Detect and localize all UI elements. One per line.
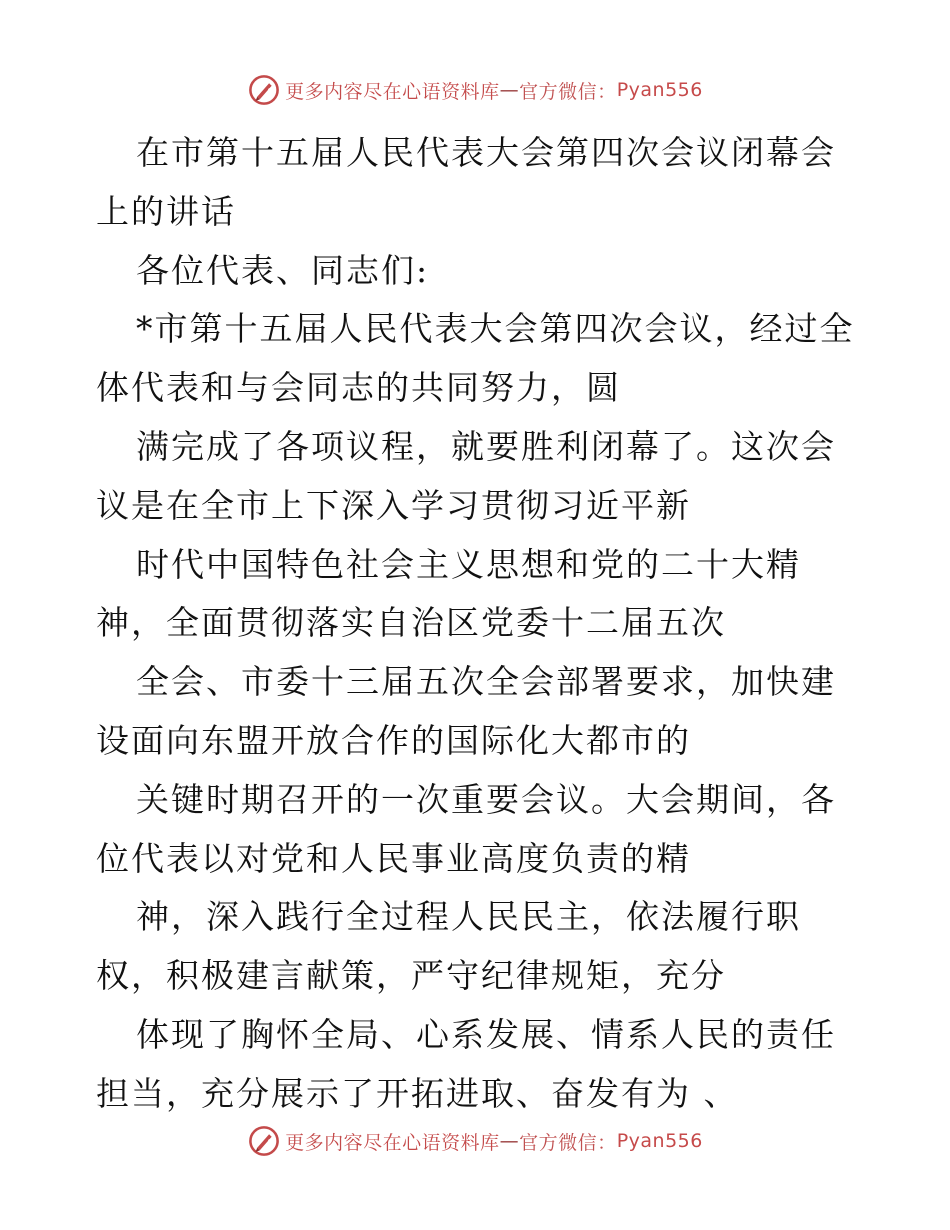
body-paragraph: 时代中国特色社会主义思想和党的二十大精神，全面贯彻落实自治区党委十二届五次 — [96, 544, 801, 643]
document-body — [96, 124, 856, 1124]
document-title: 在市第十五届人民代表大会第四次会议闭幕会上的讲话 — [96, 133, 836, 231]
watermark-brand: 更多内容尽在心语资料库 — [285, 1131, 500, 1154]
footer-watermark — [0, 1119, 950, 1163]
pen-circle-logo-icon — [247, 1124, 281, 1158]
watermark-separator: — — [499, 79, 520, 101]
watermark-separator: — — [499, 1130, 520, 1152]
pen-circle-logo-icon — [247, 73, 281, 107]
body-paragraph: 满完成了各项议程，就要胜利闭幕了。这次会议是在全市上下深入学习贯彻习近平新 — [96, 426, 836, 525]
body-paragraph: 全会、市委十三届五次全会部署要求，加快建设面向东盟开放合作的国际化大都市的 — [96, 662, 836, 760]
watermark-brand: 更多内容尽在心语资料库 — [285, 80, 500, 103]
header-watermark — [0, 68, 950, 112]
body-paragraph: 体现了胸怀全局、心系发展、情系人民的责任担当，充分展示了开拓进取、奋发有为 、 — [96, 1014, 836, 1113]
salutation: 各位代表、同志们: — [136, 250, 430, 290]
body-paragraph: 关键时期召开的一次重要会议。大会期间，各位代表以对党和人民事业高度负责的精 — [96, 779, 836, 878]
watermark-contact-label: 官方微信： — [519, 1131, 617, 1154]
watermark-contact-label: 官方微信： — [519, 80, 617, 103]
watermark-contact-id: Pyan556 — [616, 1130, 703, 1152]
watermark-contact-id: Pyan556 — [616, 79, 703, 101]
body-paragraph: 神，深入践行全过程人民民主，依法履行职权，积极建言献策，严守纪律规矩，充分 — [96, 897, 801, 996]
body-paragraph: *市第十五届人民代表大会第四次会议，经过全体代表和与会同志的共同努力，圆 — [96, 309, 855, 408]
